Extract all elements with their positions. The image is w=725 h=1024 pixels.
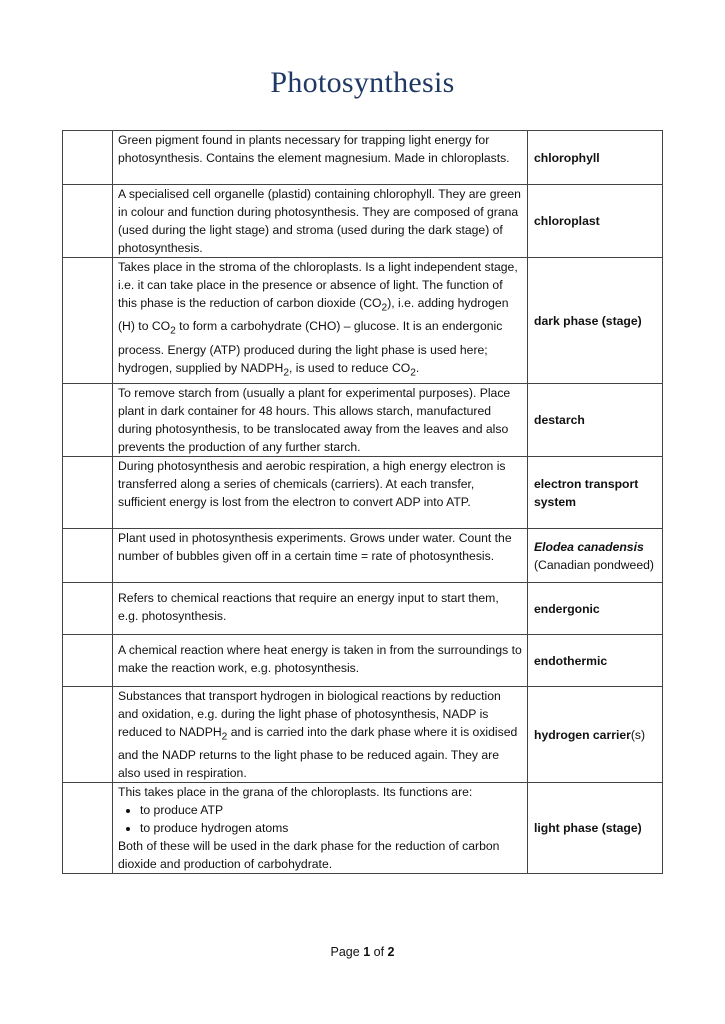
table-row [63, 384, 663, 457]
table-row [63, 783, 663, 874]
term-cell: electron transport system [528, 457, 663, 529]
term-cell: dark phase (stage) [528, 258, 663, 384]
answer-cell [63, 783, 113, 874]
answer-cell [63, 687, 113, 783]
definition-cell: Takes place in the stroma of the chloroplasts. Is a light independent stage, i.e. it can take place in the presence or absence of light. The function of this phase is the reduction of carbon dioxide $(CO_2)$, i.e. adding hydrogen (H) to $CO_2$ to form a carbohydrate (CHO) – glucose. It is an endergonic process. Energy (ATP) produced during the light phase is used here; hydrogen, supplied by $NADPH_2$, is used to reduce $CO_2$. [113, 258, 528, 384]
list-item: • to produce ATP [140, 801, 522, 819]
term-cell: chloroplast [528, 185, 663, 258]
term-species-name: Elodea canadensis [534, 539, 644, 554]
definition-cell [113, 783, 528, 874]
answer-cell [63, 529, 113, 583]
page-footer: Page 1 of 2 [330, 945, 395, 959]
term-cell: endergonic [528, 583, 663, 635]
term-cell: chlorophyll [528, 131, 663, 185]
term-cell: destarch [528, 384, 663, 457]
term-cell [528, 529, 663, 583]
table-row [63, 687, 663, 783]
answer-cell [63, 258, 113, 384]
term-cell: light phase (stage) [528, 783, 663, 874]
definition-outro: Both of these will be used in the dark phase for the reduction of carbon dioxide and production of carbohydrate. [118, 839, 500, 872]
definition-cell: Refers to chemical reactions that require an energy input to start them, e.g. photosynthesis. [113, 583, 528, 635]
table-row [63, 583, 663, 635]
table-row [63, 185, 663, 258]
bullet-list [118, 801, 522, 837]
page-title: Photosynthesis [270, 66, 455, 99]
answer-cell [63, 384, 113, 457]
table-row [63, 457, 663, 529]
definition-cell: To remove starch from (usually a plant for experimental purposes). Place plant in dark container for 48 hours. This allows starch, manufactured during photosynthesis, to be translocated away from the leaves and also prevents the production of any further starch. [113, 384, 528, 457]
page-number: 1 [363, 945, 371, 959]
definition-cell: A chemical reaction where heat energy is taken in from the surroundings to make the reaction work, e.g. photosynthesis. [113, 635, 528, 687]
term-cell: endothermic [528, 635, 663, 687]
definition-cell: Green pigment found in plants necessary for trapping light energy for photosynthesis. Contains the element magnesium. Made in chloroplasts. [113, 131, 528, 185]
answer-cell [63, 131, 113, 185]
glossary-table [62, 130, 663, 874]
table-row [63, 635, 663, 687]
answer-cell [63, 635, 113, 687]
table-row [63, 131, 663, 185]
page-total: 2 [387, 945, 395, 959]
term-common-name: (Canadian pondweed) [534, 557, 654, 572]
answer-cell [63, 583, 113, 635]
term-cell: hydrogen carrier(s) [528, 687, 663, 783]
table-row [63, 258, 663, 384]
definition-cell: Substances that transport hydrogen in biological reactions by reduction and oxidation, e.g. during the light phase of photosynthesis, NADP is reduced to $NADPH_2$ and is carried into the dark phase where it is oxidised and the NADP returns to the light phase to be reduced again. They are also used in respiration. [113, 687, 528, 783]
definition-cell: Plant used in photosynthesis experiments. Grows under water. Count the number of bubbles given off in a certain time = rate of photosynthesis. [113, 529, 528, 583]
definition-intro: This takes place in the grana of the chloroplasts. Its functions are: [118, 785, 473, 800]
definition-cell: A specialised cell organelle (plastid) containing chlorophyll. They are green in colour and function during photosynthesis. They are composed of grana (used during the light stage) and stroma (used during the dark stage) of photosynthesis. [113, 185, 528, 258]
answer-cell [63, 185, 113, 258]
answer-cell [63, 457, 113, 529]
list-item: • to produce hydrogen atoms [140, 819, 522, 837]
definition-cell: During photosynthesis and aerobic respiration, a high energy electron is transferred along a series of chemicals (carriers). At each transfer, sufficient energy is lost from the electron to convert ADP into ATP. [113, 457, 528, 529]
table-row [63, 529, 663, 583]
